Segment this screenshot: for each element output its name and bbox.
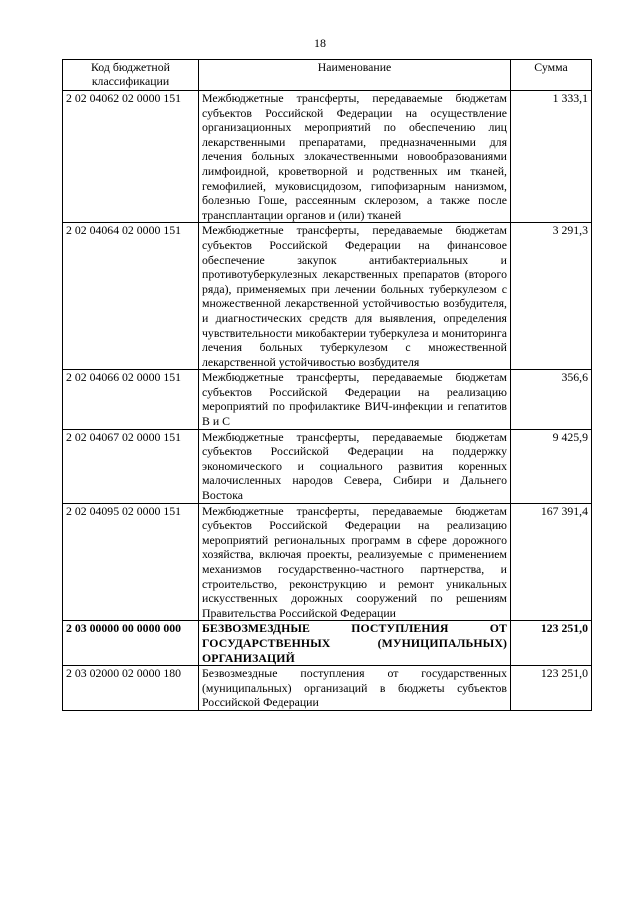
row-sum: 9 425,9 xyxy=(511,429,592,503)
row-name: Межбюджетные трансферты, передаваемые бюджетам субъектов Российской Федерации на реализацию мероприятий региональных программ в сфере дорожного хозяйства, включая проекты, реализуемые с применением механизмов государственно-частного партнерства, и строительство, реконструкцию и ремонт уникальных искусственных дорожных сооружений по решениям Правительства Российской Федерации xyxy=(199,503,511,621)
row-name: Безвозмездные поступления от государственных (муниципальных) организаций в бюджеты субъектов Российской Федерации xyxy=(199,666,511,711)
row-sum: 123 251,0 xyxy=(511,621,592,666)
row-code: 2 02 04064 02 0000 151 xyxy=(63,223,199,370)
table-row xyxy=(63,429,592,503)
row-code: 2 02 04062 02 0000 151 xyxy=(63,91,199,223)
row-sum: 167 391,4 xyxy=(511,503,592,621)
row-name: Межбюджетные трансферты, передаваемые бюджетам субъектов Российской Федерации на поддержку экономического и социального развития коренных малочисленных народов Севера, Сибири и Дальнего Востока xyxy=(199,429,511,503)
row-name: БЕЗВОЗМЕЗДНЫЕ ПОСТУПЛЕНИЯ ОТ ГОСУДАРСТВЕННЫХ (МУНИЦИПАЛЬНЫХ) ОРГАНИЗАЦИЙ xyxy=(199,621,511,666)
header-code: Код бюджетной классификации xyxy=(63,60,199,91)
row-code: 2 02 04067 02 0000 151 xyxy=(63,429,199,503)
row-sum: 3 291,3 xyxy=(511,223,592,370)
budget-table xyxy=(62,59,592,711)
row-name: Межбюджетные трансферты, передаваемые бюджетам субъектов Российской Федерации на осуществление организационных мероприятий по обеспечению лиц лекарственными препаратами, предназначенными для лечения больных злокачественными новообразованиями лимфоидной, кроветворной и родственных им тканей, гемофилией, муковисцидозом, гипофизарным нанизмом, болезнью Гоше, рассеянным склерозом, а также после трансплантации органов и (или) тканей xyxy=(199,91,511,223)
page-number: 18 xyxy=(314,36,326,50)
header-name: Наименование xyxy=(199,60,511,91)
table-row-section-total xyxy=(63,621,592,666)
table-header-row xyxy=(63,60,592,91)
row-sum: 356,6 xyxy=(511,370,592,429)
row-name: Межбюджетные трансферты, передаваемые бюджетам субъектов Российской Федерации на реализацию мероприятий по профилактике ВИЧ-инфекции и гепатитов В и С xyxy=(199,370,511,429)
table-row xyxy=(63,223,592,370)
row-code: 2 03 00000 00 0000 000 xyxy=(63,621,199,666)
table-row xyxy=(63,503,592,621)
row-code: 2 03 02000 02 0000 180 xyxy=(63,666,199,711)
header-sum: Сумма xyxy=(511,60,592,91)
row-sum: 1 333,1 xyxy=(511,91,592,223)
row-sum: 123 251,0 xyxy=(511,666,592,711)
row-code: 2 02 04066 02 0000 151 xyxy=(63,370,199,429)
row-name: Межбюджетные трансферты, передаваемые бюджетам субъектов Российской Федерации на финансовое обеспечение закупок антибактериальных и противотуберкулезных лекарственных препаратов (второго ряда), применяемых при лечении больных туберкулезом с множественной лекарственной устойчивостью возбудителя, и диагностических средств для выявления, определения чувствительности микобактерии туберкулеза и мониторинга лечения больных туберкулезом с множественной лекарственной устойчивостью возбудителя xyxy=(199,223,511,370)
table-row xyxy=(63,370,592,429)
table-row xyxy=(63,91,592,223)
table-row xyxy=(63,666,592,711)
row-code: 2 02 04095 02 0000 151 xyxy=(63,503,199,621)
